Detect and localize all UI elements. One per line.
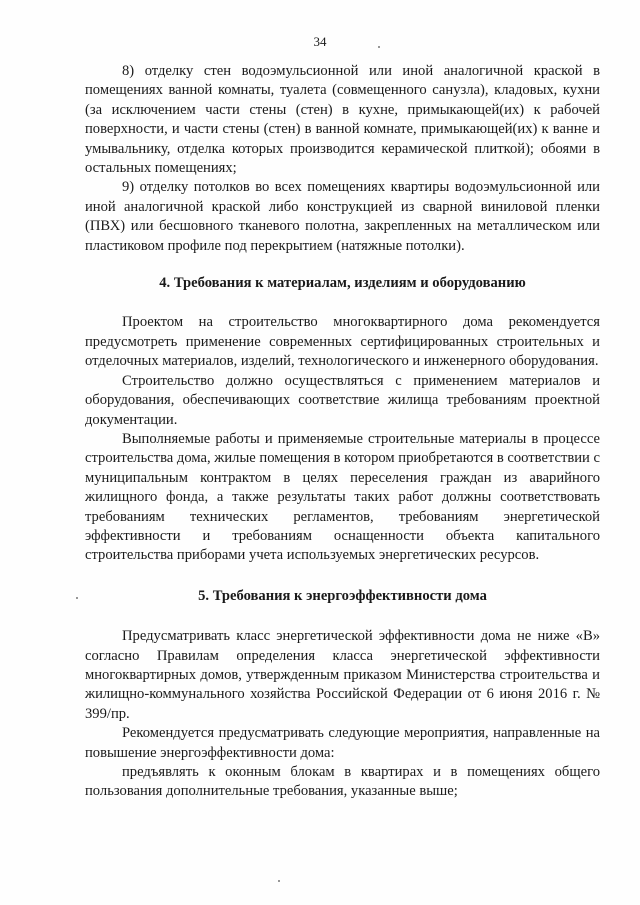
list-item-8: 8) отделку стен водоэмульсионной или иной аналогичной краской в помещениях ванной комнаты, туалета (совмещенного санузла), кладовых, кухни (за исключением части стены (стен) в кухне, примыкающей(их) к рабочей поверхности, и части стены (стен) в ванной комнате, примыкающей(их) к ванне и умывальнику, отделка которых производится керамической плиткой); обоями в остальных помещениях; <box>85 63 600 177</box>
scan-speck <box>278 880 280 882</box>
scan-speck <box>76 597 78 599</box>
section-5-heading: 5. Требования к энергоэффективности дома <box>198 587 487 604</box>
paragraph: Предусматривать класс энергетической эффективности дома не ниже «В» согласно Правилам определения класса энергетической эффективности многоквартирных домов, утвержденным приказом Министерства строительства и жилищно-коммунального хозяйства Российской Федерации от 6 июня 2016 г. № 399/пр. <box>85 628 600 722</box>
page-number: 34 <box>313 34 327 49</box>
paragraph: Строительство должно осуществляться с применением материалов и оборудования, обеспечивающих соответствие жилища требованиям проектной документации. <box>85 372 600 428</box>
scan-speck <box>378 46 380 48</box>
document-body <box>85 62 600 802</box>
paragraph: Проектом на строительство многоквартирного дома рекомендуется предусмотреть применение современных сертифицированных строительных и отделочных материалов, изделий, технологического и инженерного оборудования. <box>85 314 600 370</box>
paragraph: предъявлять к оконным блокам в квартирах и в помещениях общего пользования дополнительные требования, указанные выше; <box>85 764 600 800</box>
section-4-heading: 4. Требования к материалам, изделиям и оборудованию <box>159 275 526 292</box>
list-item-9: 9) отделку потолков во всех помещениях квартиры водоэмульсионной или иной аналогичной краской либо конструкцией из сварной виниловой пленки (ПВХ) или бесшовного тканевого полотна, закрепленных на металлическом или пластиковом профиле под перекрытием (натяжные потолки). <box>85 179 600 254</box>
paragraph: Рекомендуется предусматривать следующие мероприятия, направленные на повышение энергоэффективности дома: <box>85 725 600 761</box>
paragraph: Выполняемые работы и применяемые строительные материалы в процессе строительства дома, жилые помещения в котором приобретаются в соответствии с муниципальным контрактом в целях переселения граждан из аварийного жилищного фонда, а также результаты таких работ должны соответствовать требованиям технических регламентов, требованиям энергетической эффективности и требованиям оснащенности объекта капитального строительства приборами учета используемых энергетических ресурсов. <box>85 430 600 564</box>
